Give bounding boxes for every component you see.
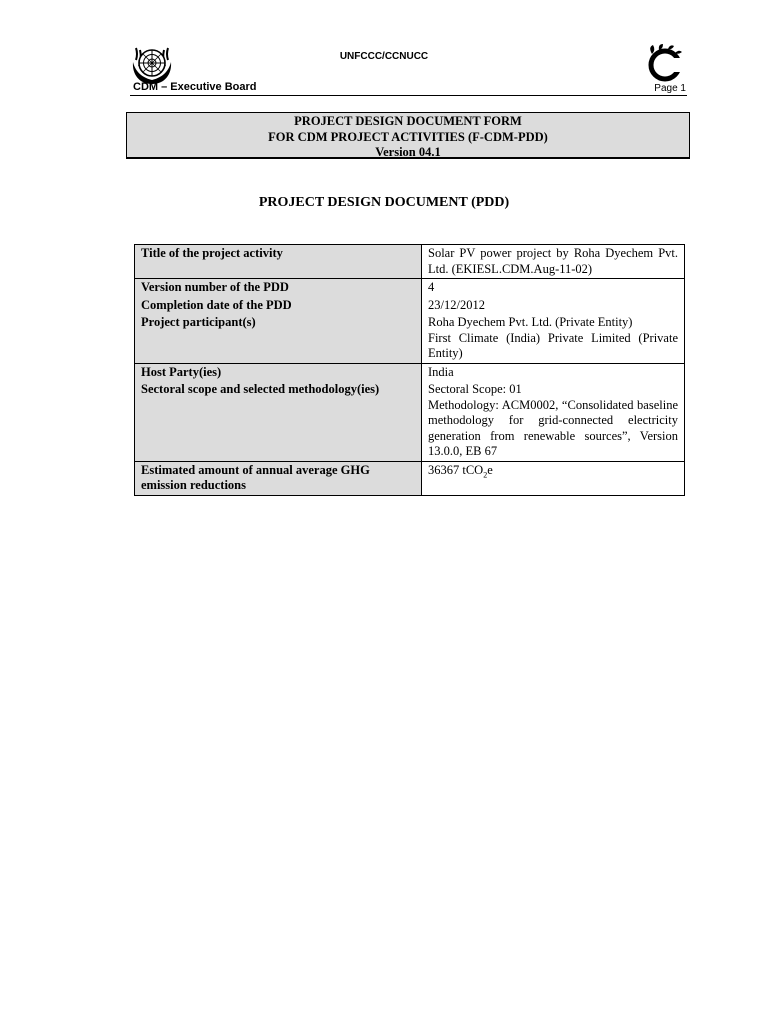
table-row bbox=[135, 297, 685, 315]
sectoral-scope-line: Sectoral Scope: 01 bbox=[428, 382, 522, 396]
sectoral-scope-label: Sectoral scope and selected methodology(ies) bbox=[135, 381, 422, 461]
emission-number: 36367 tCO bbox=[428, 462, 484, 477]
sectoral-scope-value bbox=[422, 381, 685, 461]
form-title-line-2: FOR CDM PROJECT ACTIVITIES (F-CDM-PDD) bbox=[268, 129, 548, 144]
document-title: PROJECT DESIGN DOCUMENT (PDD) bbox=[258, 195, 510, 210]
form-title-line-1: PROJECT DESIGN DOCUMENT FORM bbox=[294, 114, 522, 128]
emission-suffix: e bbox=[487, 462, 493, 477]
title-label: Title of the project activity bbox=[135, 245, 422, 279]
project-info-table bbox=[134, 244, 685, 496]
host-party-value: India bbox=[422, 363, 685, 381]
participant-1: Roha Dyechem Pvt. Ltd. (Private Entity) bbox=[428, 315, 633, 329]
host-party-label: Host Party(ies) bbox=[135, 363, 422, 381]
executive-board-label: CDM – Executive Board bbox=[133, 81, 257, 93]
table-row bbox=[135, 461, 685, 495]
header-divider bbox=[130, 95, 687, 96]
participants-value bbox=[422, 314, 685, 363]
page-number: Page 1 bbox=[654, 83, 686, 94]
emission-reductions-label: Estimated amount of annual average GHG emission reductions bbox=[135, 461, 422, 495]
table-row bbox=[135, 381, 685, 461]
completion-date-label: Completion date of the PDD bbox=[135, 297, 422, 315]
table-row bbox=[135, 314, 685, 363]
table-row bbox=[135, 245, 685, 279]
climate-c-logo-icon bbox=[644, 44, 686, 84]
form-title-box bbox=[126, 112, 690, 159]
emission-reductions-value bbox=[422, 461, 685, 495]
organization-name: UNFCCC/CCNUCC bbox=[339, 51, 429, 62]
title-value: Solar PV power project by Roha Dyechem Pvt. Ltd. (EKIESL.CDM.Aug-11-02) bbox=[422, 245, 685, 279]
form-version: Version 04.1 bbox=[375, 145, 441, 159]
version-label: Version number of the PDD bbox=[135, 279, 422, 297]
methodology-line: Methodology: ACM0002, “Consolidated baseline methodology for grid-connected electricity generation from renewable sources”, Version 13.0.0, EB 67 bbox=[428, 397, 678, 458]
table-row bbox=[135, 279, 685, 297]
version-value: 4 bbox=[422, 279, 685, 297]
table-row bbox=[135, 363, 685, 381]
participant-2: First Climate (India) Private Limited (Private Entity) bbox=[428, 330, 678, 360]
emission-subscript: 2 bbox=[483, 470, 488, 479]
page-header bbox=[0, 0, 768, 100]
completion-date-value: 23/12/2012 bbox=[422, 297, 685, 315]
participants-label: Project participant(s) bbox=[135, 314, 422, 363]
